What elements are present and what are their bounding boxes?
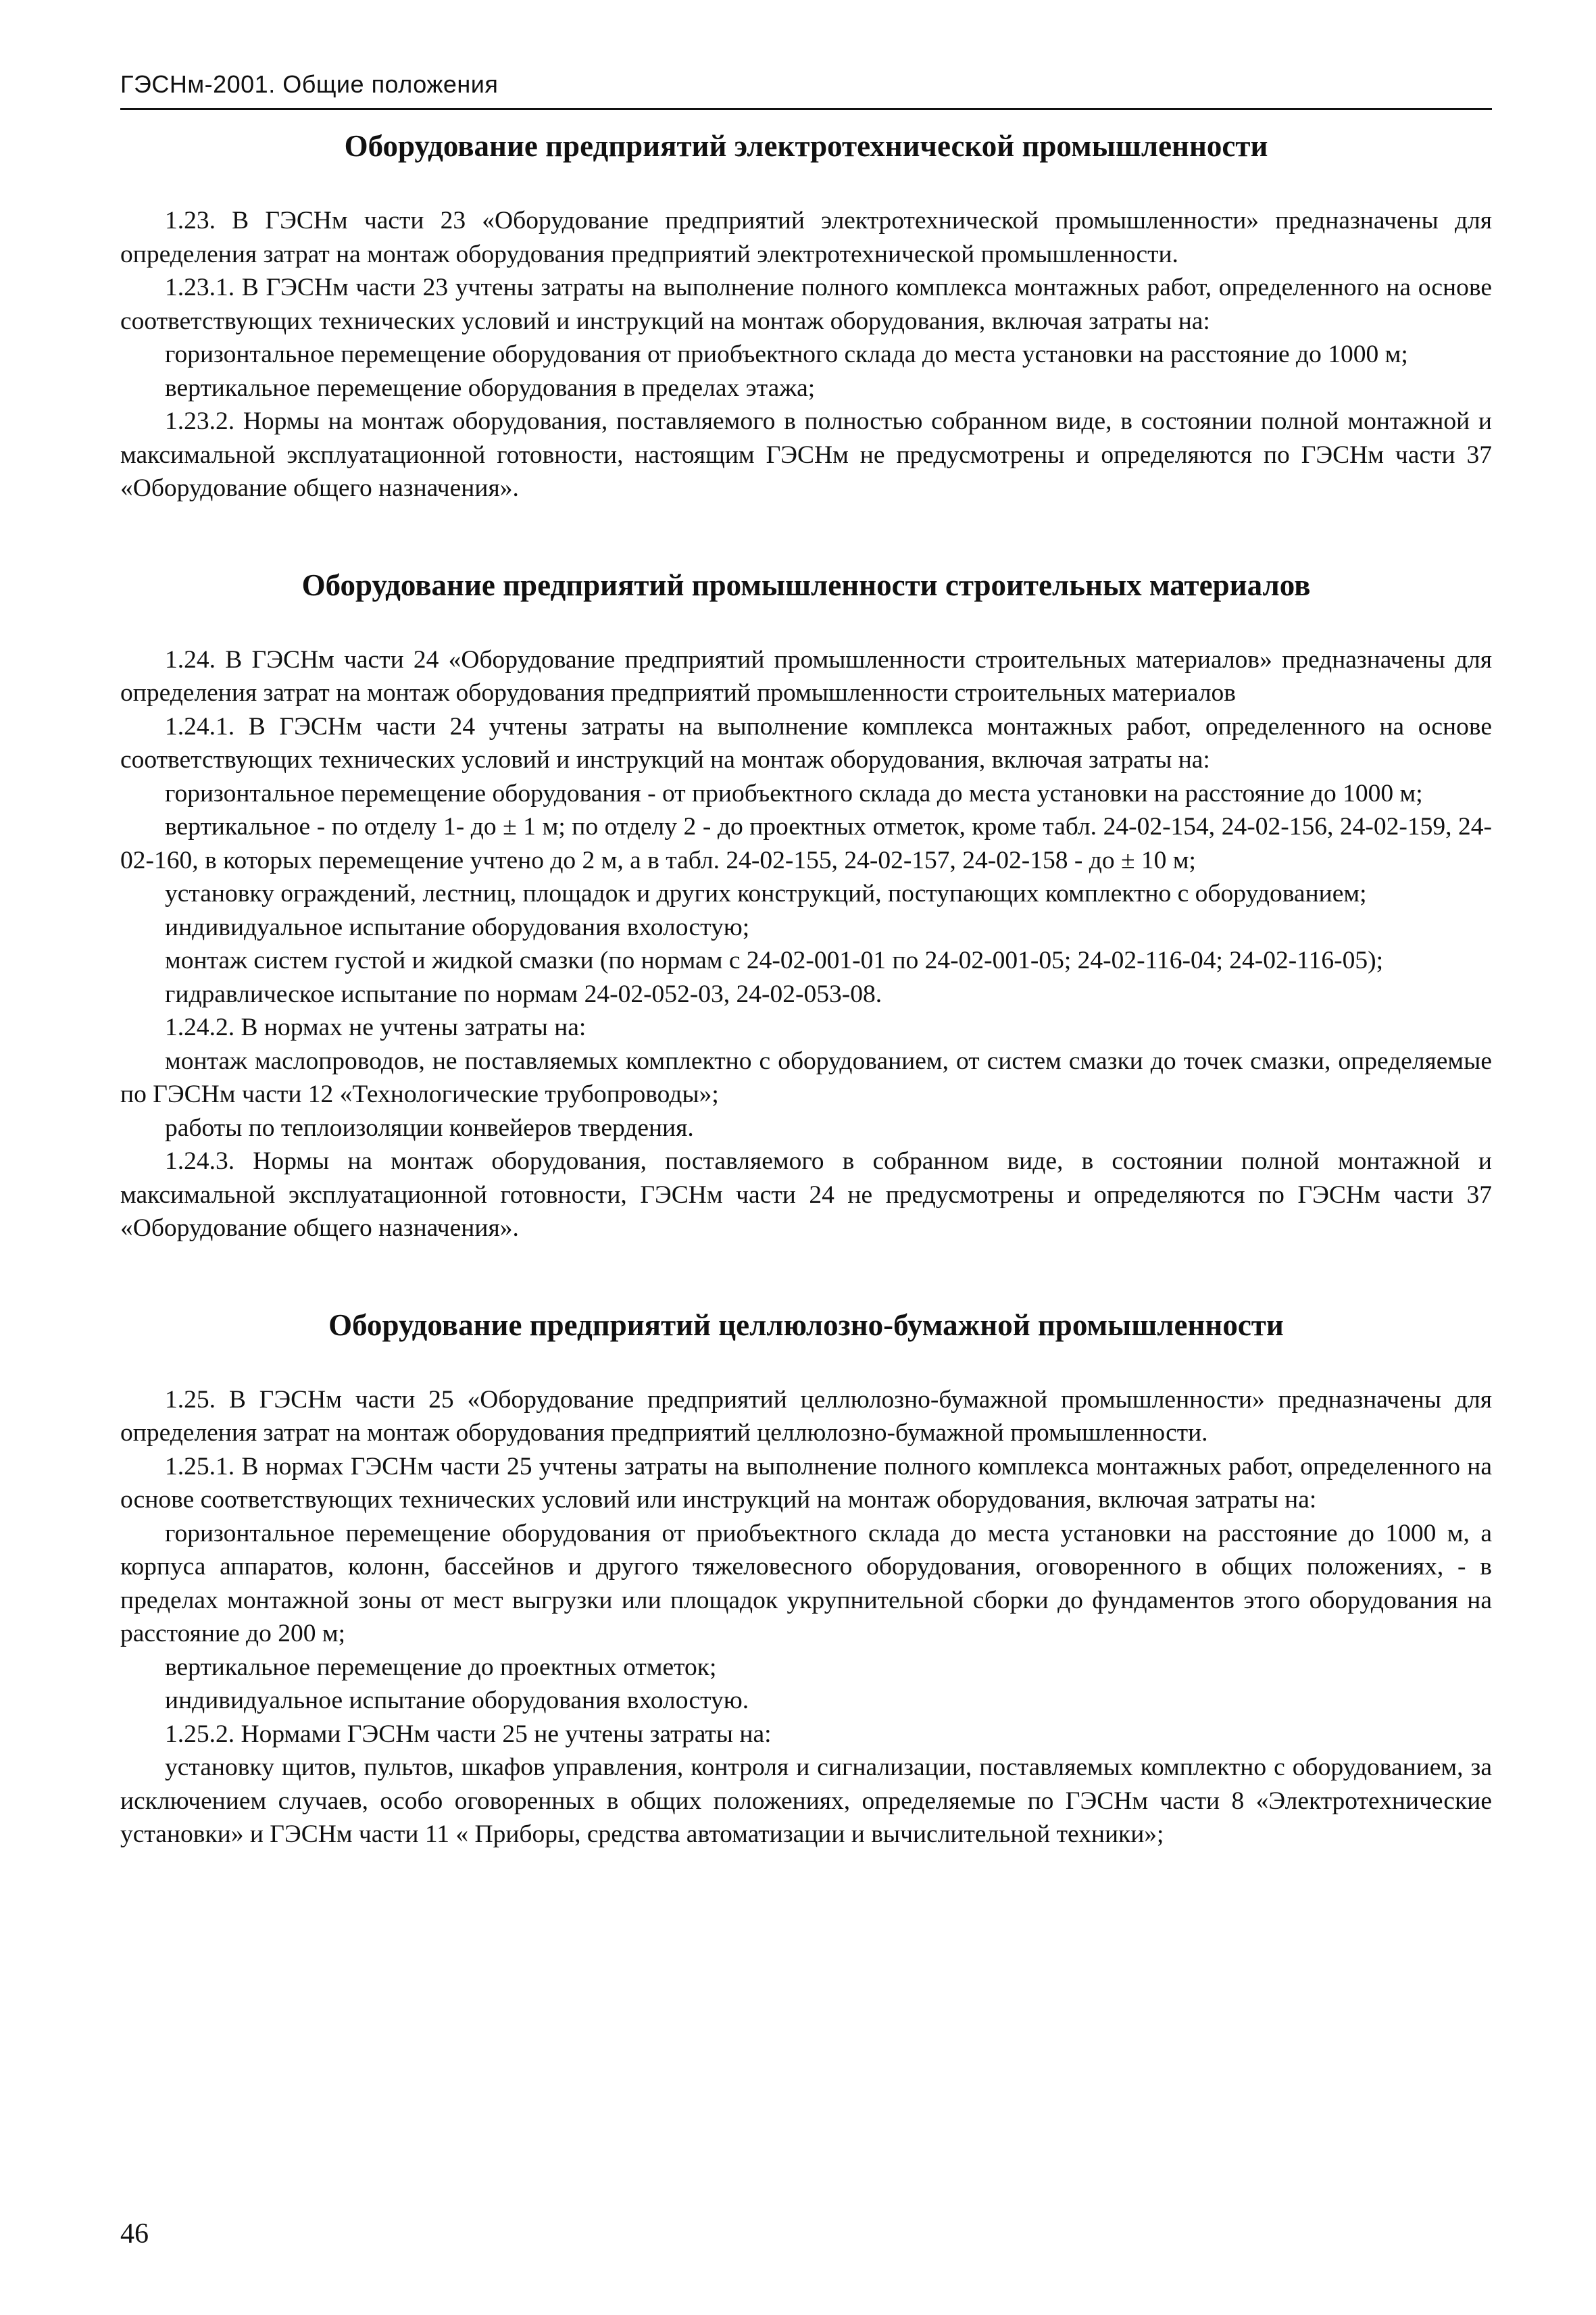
list-item-vertical-move: вертикальное - по отделу 1- до ± 1 м; по отделу 2 - до проектных отметок, кроме табл. 24-02-154, 24-02-156, 24-02-159, 24-02-160, в которых перемещение учтено до 2 м, а в табл. 24-02-155, 24-02-157, 24-02-158 - до ± 10 м; [120, 813, 1492, 874]
list-item-idle-test: индивидуальное испытание оборудования вхолостую. [165, 1687, 749, 1714]
list-item-idle-test: индивидуальное испытание оборудования вхолостую; [165, 913, 750, 941]
paragraph-1-24-3: 1.24.3. Нормы на монтаж оборудования, поставляемого в собранном виде, в состоянии полной монтажной и максимальной эксплуатационной готовности, ГЭСНм части 24 не предусмотрены и определяются по ГЭСНм части 37 «Оборудование общего назначения». [120, 1147, 1492, 1242]
paragraph-1-24-1: 1.24.1. В ГЭСНм части 24 учтены затраты на выполнение комплекса монтажных работ, определенного на основе соответствующих технических условий и инструкций на монтаж оборудования, включая затраты на: [120, 712, 1492, 774]
paragraph-1-25-1: 1.25.1. В нормах ГЭСНм части 25 учтены затраты на выполнение полного комплекса монтажных работ, определенного на основе соответствующих технических условий или инструкций на монтаж оборудования, включая затраты на: [120, 1452, 1492, 1514]
list-item-vertical-move: вертикальное перемещение оборудования в пределах этажа; [165, 374, 816, 402]
list-item-panels-install: установку щитов, пультов, шкафов управления, контроля и сигнализации, поставляемых комплектно с оборудованием, за исключением случаев, особо оговоренных в общих положениях, определяемые по ГЭСНм части 8 «Электротехнические установки» и ГЭСНм части 11 « Приборы, средства автоматизации и вычислительной техники»; [120, 1753, 1492, 1848]
paragraph-1-25: 1.25. В ГЭСНм части 25 «Оборудование предприятий целлюлозно-бумажной промышленности» предназначены для определения затрат на монтаж оборудования предприятий целлюлозно-бумажной промышленности. [120, 1385, 1492, 1447]
page-number: 46 [120, 2218, 149, 2249]
running-header: ГЭСНм-2001. Общие положения [120, 70, 499, 98]
page-content [120, 127, 1492, 1851]
list-item-fencing-install: установку ограждений, лестниц, площадок и других конструкций, поступающих комплектно с оборудованием; [165, 880, 1367, 907]
section-title-building-materials: Оборудование предприятий промышленности строительных материалов [301, 568, 1311, 602]
paragraph-1-24-2: 1.24.2. В нормах не учтены затраты на: [165, 1014, 587, 1041]
list-item-thermal-insulation: работы по теплоизоляции конвейеров твердения. [165, 1114, 694, 1142]
section-title-pulp-paper: Оборудование предприятий целлюлозно-бумажной промышленности [328, 1308, 1284, 1342]
header-rule [120, 108, 1492, 110]
list-item-horizontal-move: горизонтальное перемещение оборудования от приобъектного склада до места установки на расстояние до 1000 м; [165, 341, 1408, 368]
list-item-vertical-move: вертикальное перемещение до проектных отметок; [165, 1653, 717, 1681]
paragraph-1-23-2: 1.23.2. Нормы на монтаж оборудования, поставляемого в полностью собранном виде, в состоянии полной монтажной и максимальной эксплуатационной готовности, настоящим ГЭСНм не предусмотрены и определяются по ГЭСНм части 37 «Оборудование общего назначения». [120, 407, 1492, 502]
paragraph-1-23: 1.23. В ГЭСНм части 23 «Оборудование предприятий электротехнической промышленности» предназначены для определения затрат на монтаж оборудования предприятий электротехнической промышленности. [120, 207, 1492, 268]
list-item-oil-pipelines: монтаж маслопроводов, не поставляемых комплектно с оборудованием, от систем смазки до точек смазки, определяемые по ГЭСНм части 12 «Технологические трубопроводы»; [120, 1047, 1492, 1108]
paragraph-1-23-1: 1.23.1. В ГЭСНм части 23 учтены затраты на выполнение полного комплекса монтажных работ, определенного на основе соответствующих технических условий и инструкций на монтаж оборудования, включая затраты на: [120, 274, 1492, 335]
list-item-horizontal-move: горизонтальное перемещение оборудования от приобъектного склада до места установки на расстояние до 1000 м, а корпуса аппаратов, колонн, бассейнов и другого тяжеловесного оборудования, оговоренного в общих положениях, - в пределах монтажной зоны от мест выгрузки или площадок укрупнительной сборки до фундаментов этого оборудования на расстояние до 200 м; [120, 1519, 1492, 1647]
list-item-horizontal-move: горизонтальное перемещение оборудования - от приобъектного склада до места установки на расстояние до 1000 м; [165, 779, 1423, 807]
paragraph-1-25-2: 1.25.2. Нормами ГЭСНм части 25 не учтены затраты на: [165, 1720, 772, 1748]
paragraph-1-24: 1.24. В ГЭСНм части 24 «Оборудование предприятий промышленности строительных материалов» предназначены для определения затрат на монтаж оборудования предприятий промышленности строительных материалов [120, 645, 1492, 707]
list-item-hydraulic-test: гидравлическое испытание по нормам 24-02-052-03, 24-02-053-08. [165, 980, 882, 1008]
section-title-electrotechnical: Оборудование предприятий электротехнической промышленности [344, 129, 1268, 163]
list-item-lubrication: монтаж систем густой и жидкой смазки (по нормам с 24-02-001-01 по 24-02-001-05; 24-02-116-04; 24-02-116-05); [165, 947, 1383, 974]
